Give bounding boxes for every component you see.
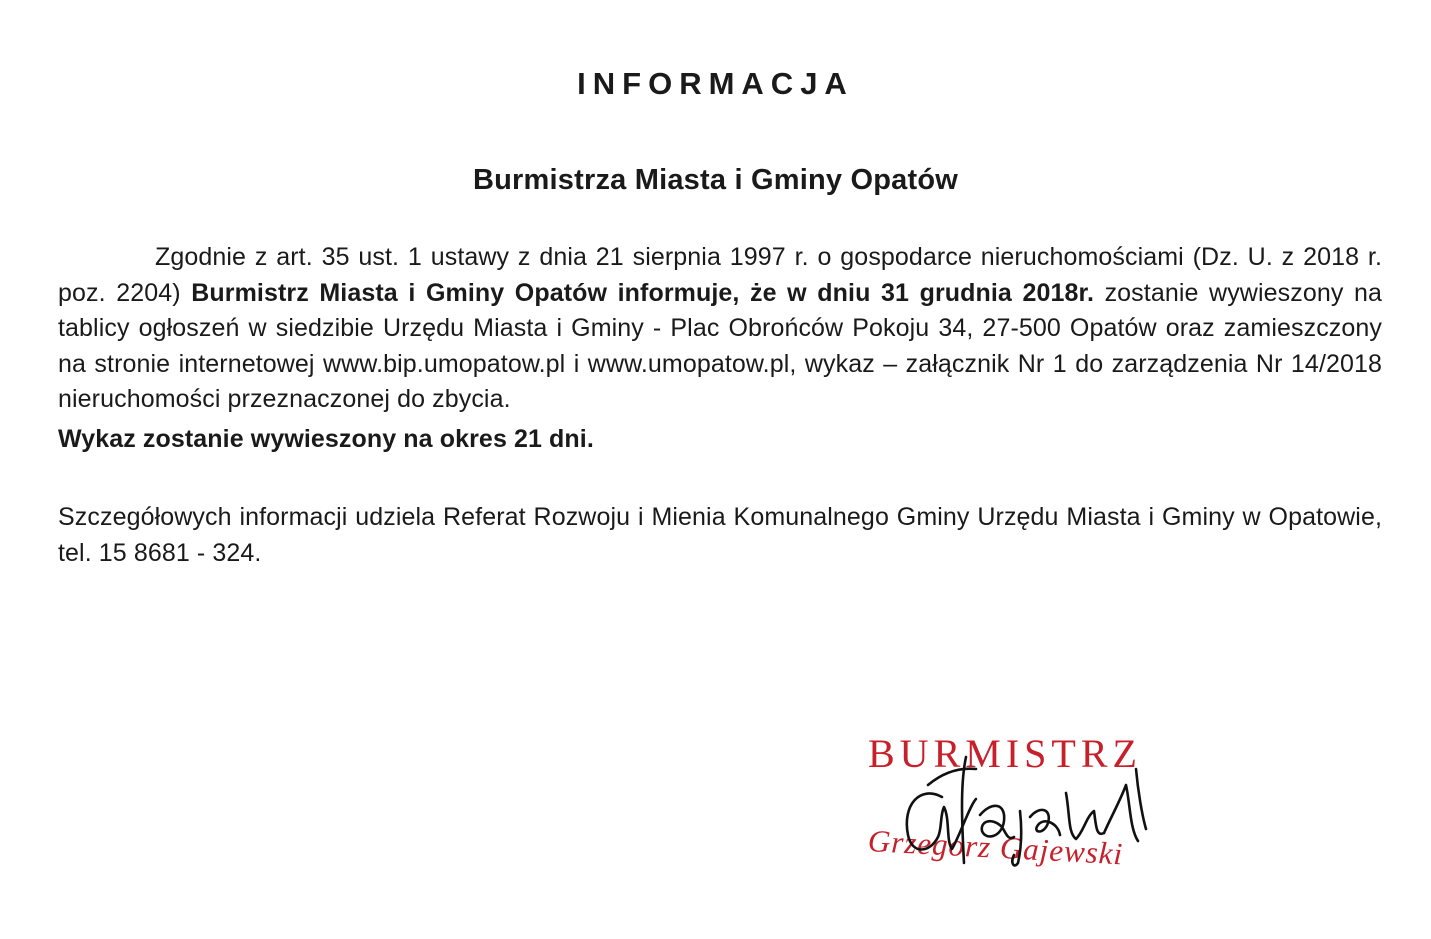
handwritten-signature-icon [880,745,1180,875]
posting-duration-note: Wykaz zostanie wywieszony na okres 21 dni. [58,425,594,453]
page-title: INFORMACJA [577,66,854,101]
announcement-bold-statement: Burmistrz Miasta i Gminy Opatów informuje, że w dniu 31 grudnia 2018r. [191,278,1095,307]
announcement-paragraph [58,240,1382,418]
stamp-name: Grzegorz Gajewski [867,823,1125,872]
announcement-intro: Zgodnie z art. 35 ust. 1 ustawy z dnia 21 sierpnia 1997 r. o gospodarce nieruchomościami (Dz. U. z 2018 r. poz. 2204) [58,243,1382,307]
page-subtitle: Burmistrza Miasta i Gminy Opatów [473,164,958,196]
stamp-title: BURMISTRZ [868,731,1142,776]
contact-information: Szczegółowych informacji udziela Referat Rozwoju i Mienia Komunalnego Gminy Urzędu Miasta i Gminy w Opatowie, tel. 15 8681 - 324. [58,503,1382,567]
announcement-details: zostanie wywieszony na tablicy ogłoszeń w siedzibie Urzędu Miasta i Gminy - Plac Obrońców Pokoju 34, 27-500 Opatów oraz zamieszczony na stronie internetowej www.bip.umopatow.pl i www.umopatow.pl, wykaz – załącznik Nr 1 do zarządzenia Nr 14/2018 nieruchomości przeznaczonej do zbycia. [58,278,1382,413]
